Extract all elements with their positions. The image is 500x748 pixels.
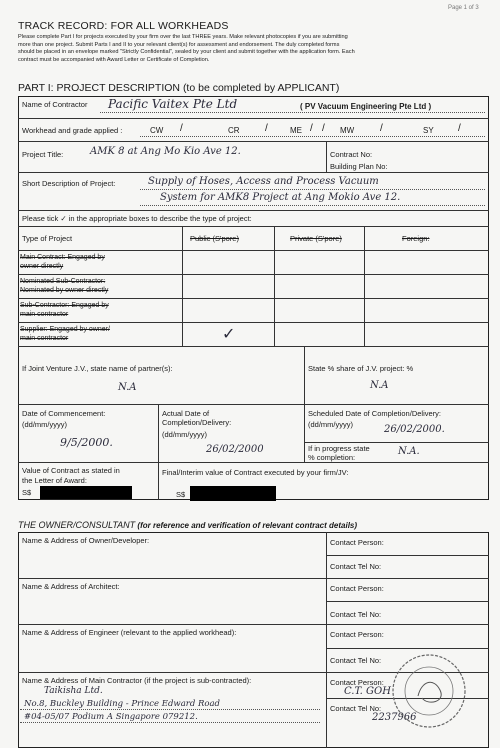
part2-heading-title: THE OWNER/CONSULTANT [18,520,136,530]
short-desc-label: Short Description of Project: [22,179,116,188]
scheduled-format: (dd/mm/yyyy) [308,420,353,429]
actual-date-label2: Completion/Delivery: [162,418,232,427]
workhead-code-cr[interactable]: CR [228,126,240,135]
project-title-value[interactable]: AMK 8 at Ang Mo Kio Ave 12. [90,146,241,157]
contact-tel-label: Contact Tel No: [330,656,382,665]
part1-heading [18,82,339,94]
redacted-contract-value [40,486,132,499]
workhead-code-me[interactable]: ME [290,126,302,135]
jv-value[interactable]: N.A [118,382,137,393]
value-label2: the Letter of Award: [22,476,87,485]
type-row-label: Main Contract: Engaged by [20,254,105,261]
intro-paragraph [18,34,490,64]
type-row-label: Nominated Sub-Contractor: [20,278,106,285]
progress-label2: % completion: [308,453,356,462]
actual-date-format: (dd/mm/yyyy) [162,430,207,439]
intro-line: Please complete Part I for projects executed by your firm over the last THREE years. Make relevant photocopies if you are submitting [18,34,348,40]
contact-person-label: Contact Person: [330,584,384,593]
scheduled-value[interactable]: 26/02/2000. [384,424,445,435]
final-value-label: Final/Interim value of Contract executed by your firm/JV: [162,468,349,477]
tick-checkbox-public-supplier[interactable]: ✓ [222,324,236,343]
progress-value[interactable]: N.A. [398,446,420,457]
contact-tel-label: Contact Tel No: [330,610,382,619]
intro-line: should be placed in an envelope marked "Strictly Confidential", sealed by your client and submit together with the application form. Each [18,49,355,56]
project-title-label: Project Title: [22,150,64,159]
contact-person-label: Contact Person: [330,630,384,639]
commencement-format: (dd/mm/yyyy) [22,420,67,429]
type-row-label: Supplier: Engaged by owner/ [20,326,110,333]
type-row-label: Nominated by owner directly [20,287,109,294]
part2-heading [18,520,357,531]
main-contractor-addr2[interactable]: #04-05/07 Podium A Singapore 079212. [24,712,198,722]
commencement-value[interactable]: 9/5/2000. [60,436,113,449]
contact-tel-label: Contact Tel No: [330,704,382,713]
scheduled-label: Scheduled Date of Completion/Delivery: [308,409,441,418]
intro-line: contract must be accompanied with Award Letter or Certificate of Completion. [18,56,210,63]
type-row-label: owner directly [20,263,64,270]
type-row-label: main contractor [20,335,69,342]
final-value-currency: S$ [176,490,186,499]
value-currency: S$ [22,488,32,497]
type-header-private: Private (S'pore) [290,234,342,243]
building-plan-label: Building Plan No: [330,162,388,171]
engineer-label: Name & Address of Engineer (relevant to the applied workhead): [22,628,237,637]
page-reference: Page 1 of 3 [448,5,479,11]
part1-heading-note: (to be completed by APPLICANT) [182,82,340,94]
company-stamp [388,650,470,732]
main-contractor-label: Name & Address of Main Contractor (if the project is sub-contracted): [22,676,252,685]
jv-share-value[interactable]: N.A [370,380,389,391]
type-header-type: Type of Project [22,234,73,243]
type-row-label: main contractor [20,311,69,318]
main-contractor-contact[interactable]: C.T. GOH [344,686,391,697]
tick-instruction: Please tick ✓ in the appropriate boxes to describe the type of project: [22,214,252,223]
contractor-typed: ( PV Vacuum Engineering Pte Ltd ) [300,102,432,111]
progress-label: If in progress state [308,444,370,453]
workhead-code-cw[interactable]: CW [150,126,164,135]
short-desc-line1[interactable]: Supply of Hoses, Access and Process Vacuum [148,176,379,187]
value-label: Value of Contract as stated in [22,466,120,475]
intro-line: more than one project. Submit Parts I and II to your relevant client(s) for assessment and endorsement. The duly completed forms [18,41,340,48]
redacted-final-value [190,486,276,501]
main-contractor-addr1[interactable]: No.8, Buckley Building - Prince Edward Road [24,699,221,709]
workhead-code-sy[interactable]: SY [423,126,434,135]
part2-heading-note: (for reference and verification of relevant contract details) [137,521,358,530]
architect-label: Name & Address of Architect: [22,582,120,591]
commencement-label: Date of Commencement: [22,409,106,418]
workhead-label: Workhead and grade applied : [22,126,123,135]
contact-tel-label: Contact Tel No: [330,562,382,571]
actual-date-label: Actual Date of [162,409,210,418]
owner-label: Name & Address of Owner/Developer: [22,536,150,545]
workhead-code-mw[interactable]: MW [340,126,355,135]
jv-label: If Joint Venture J.V., state name of partner(s): [22,364,173,373]
main-contractor-name[interactable]: Taikisha Ltd. [44,686,103,696]
type-row-label: Sub-Contractor: Engaged by [20,302,109,309]
jv-share-label: State % share of J.V. project: % [308,364,414,373]
document-title: TRACK RECORD: FOR ALL WORKHEADS [18,20,229,32]
contact-person-label: Contact Person: [330,678,384,687]
short-desc-line2[interactable]: System for AMK8 Project at Ang Mokio Ave 12. [160,192,401,203]
contract-no-label: Contract No: [330,150,373,159]
workhead-codes: CW / CR / ME / / MW / SY / [140,122,485,138]
actual-date-value[interactable]: 26/02/2000 [206,444,264,455]
contractor-label: Name of Contractor [22,100,88,109]
type-header-foreign: Foreign: [402,234,430,243]
contact-person-label: Contact Person: [330,538,384,547]
type-header-public: Public (S'pore) [190,234,239,243]
part1-heading-title: PART I: PROJECT DESCRIPTION [18,82,181,94]
main-contractor-tel[interactable]: 2237966 [372,712,417,723]
contractor-handwritten[interactable]: Pacific Vaitex Pte Ltd [108,97,238,111]
